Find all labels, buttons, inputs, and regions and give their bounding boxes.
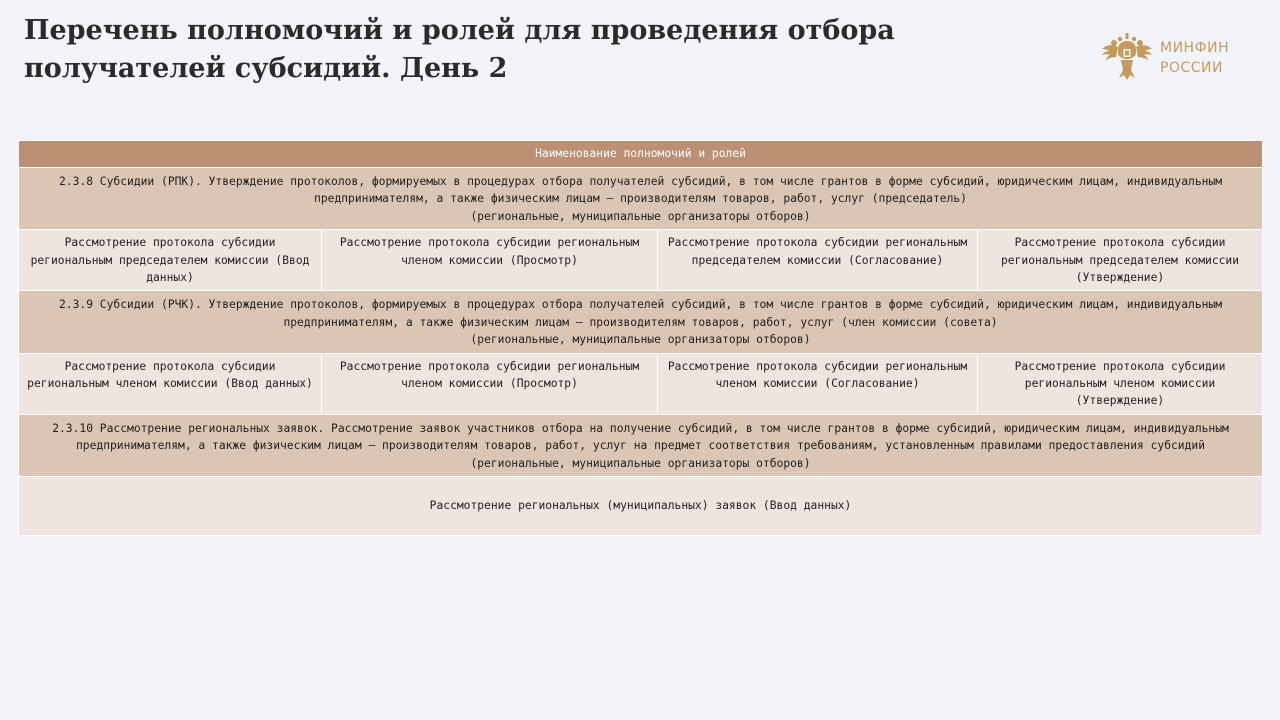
role-cell: Рассмотрение протокола субсидии региональным членом комиссии (Просмотр) xyxy=(322,230,658,291)
roles-row xyxy=(19,477,1263,536)
section-organizers: (региональные, муниципальные организаторы отборов) xyxy=(470,333,811,347)
section-cell xyxy=(19,168,1263,230)
logo-text xyxy=(1160,38,1229,78)
roles-row xyxy=(19,353,1263,414)
roles-table xyxy=(18,140,1263,536)
double-headed-eagle-icon xyxy=(1100,31,1154,85)
role-cell: Рассмотрение протокола субсидии региональным членом комиссии (Ввод данных) xyxy=(19,353,322,414)
logo-text-line1: МИНФИН xyxy=(1160,40,1230,56)
section-organizers: (региональные, муниципальные организаторы отборов) xyxy=(470,209,811,223)
role-cell: Рассмотрение протокола субсидии региональным председателем комиссии (Утверждение) xyxy=(978,230,1263,291)
section-description: 2.3.10 Рассмотрение региональных заявок. Рассмотрение заявок участников отбора на получение субсидий, в том числе грантов в форме субсидий, юридическим лицам, индивидуальным предпринимателям, а также физическим лицам – производителям товаров, работ, услуг на предмет соответствия требованиям, установленным правилами предоставления субсидий xyxy=(52,421,1229,453)
section-description: 2.3.8 Субсидии (РПК). Утверждение протоколов, формируемых в процедурах отбора получателей субсидий, в том числе грантов в форме субсидий, юридическим лицам, индивидуальным предпринимателям, а также физическим лицам – производителям товаров, работ, услуг (председатель) xyxy=(59,175,1223,206)
minfin-logo xyxy=(1100,30,1260,86)
table-header-row xyxy=(19,141,1263,168)
role-cell: Рассмотрение протокола субсидии региональным председателем комиссии (Ввод данных) xyxy=(19,230,322,291)
section-organizers: (региональные, муниципальные организаторы отборов) xyxy=(470,456,811,470)
role-cell: Рассмотрение протокола субсидии региональным председателем комиссии (Согласование) xyxy=(658,230,978,291)
section-row-2-3-8 xyxy=(19,168,1263,230)
roles-row xyxy=(19,230,1263,291)
table-header: Наименование полномочий и ролей xyxy=(19,141,1263,168)
section-description: 2.3.9 Субсидии (РЧК). Утверждение протоколов, формируемых в процедурах отбора получателей субсидий, в том числе грантов в форме субсидий, юридическим лицам, индивидуальным предпринимателям, а также физическим лицам – производителям товаров, работ, услуг (член комиссии (совета) xyxy=(59,298,1223,329)
logo-text-line2: РОССИИ xyxy=(1160,60,1223,76)
role-cell: Рассмотрение протокола субсидии региональным членом комиссии (Утверждение) xyxy=(978,353,1263,414)
role-cell: Рассмотрение протокола субсидии региональным членом комиссии (Согласование) xyxy=(658,353,978,414)
section-row-2-3-10 xyxy=(19,414,1263,476)
role-cell: Рассмотрение региональных (муниципальных) заявок (Ввод данных) xyxy=(19,477,1263,536)
role-cell: Рассмотрение протокола субсидии региональным членом комиссии (Просмотр) xyxy=(322,353,658,414)
section-cell xyxy=(19,414,1263,476)
section-cell xyxy=(19,291,1263,353)
page-title: Перечень полномочий и ролей для проведения отбора получателей субсидий. День 2 xyxy=(24,15,895,84)
section-row-2-3-9 xyxy=(19,291,1263,353)
